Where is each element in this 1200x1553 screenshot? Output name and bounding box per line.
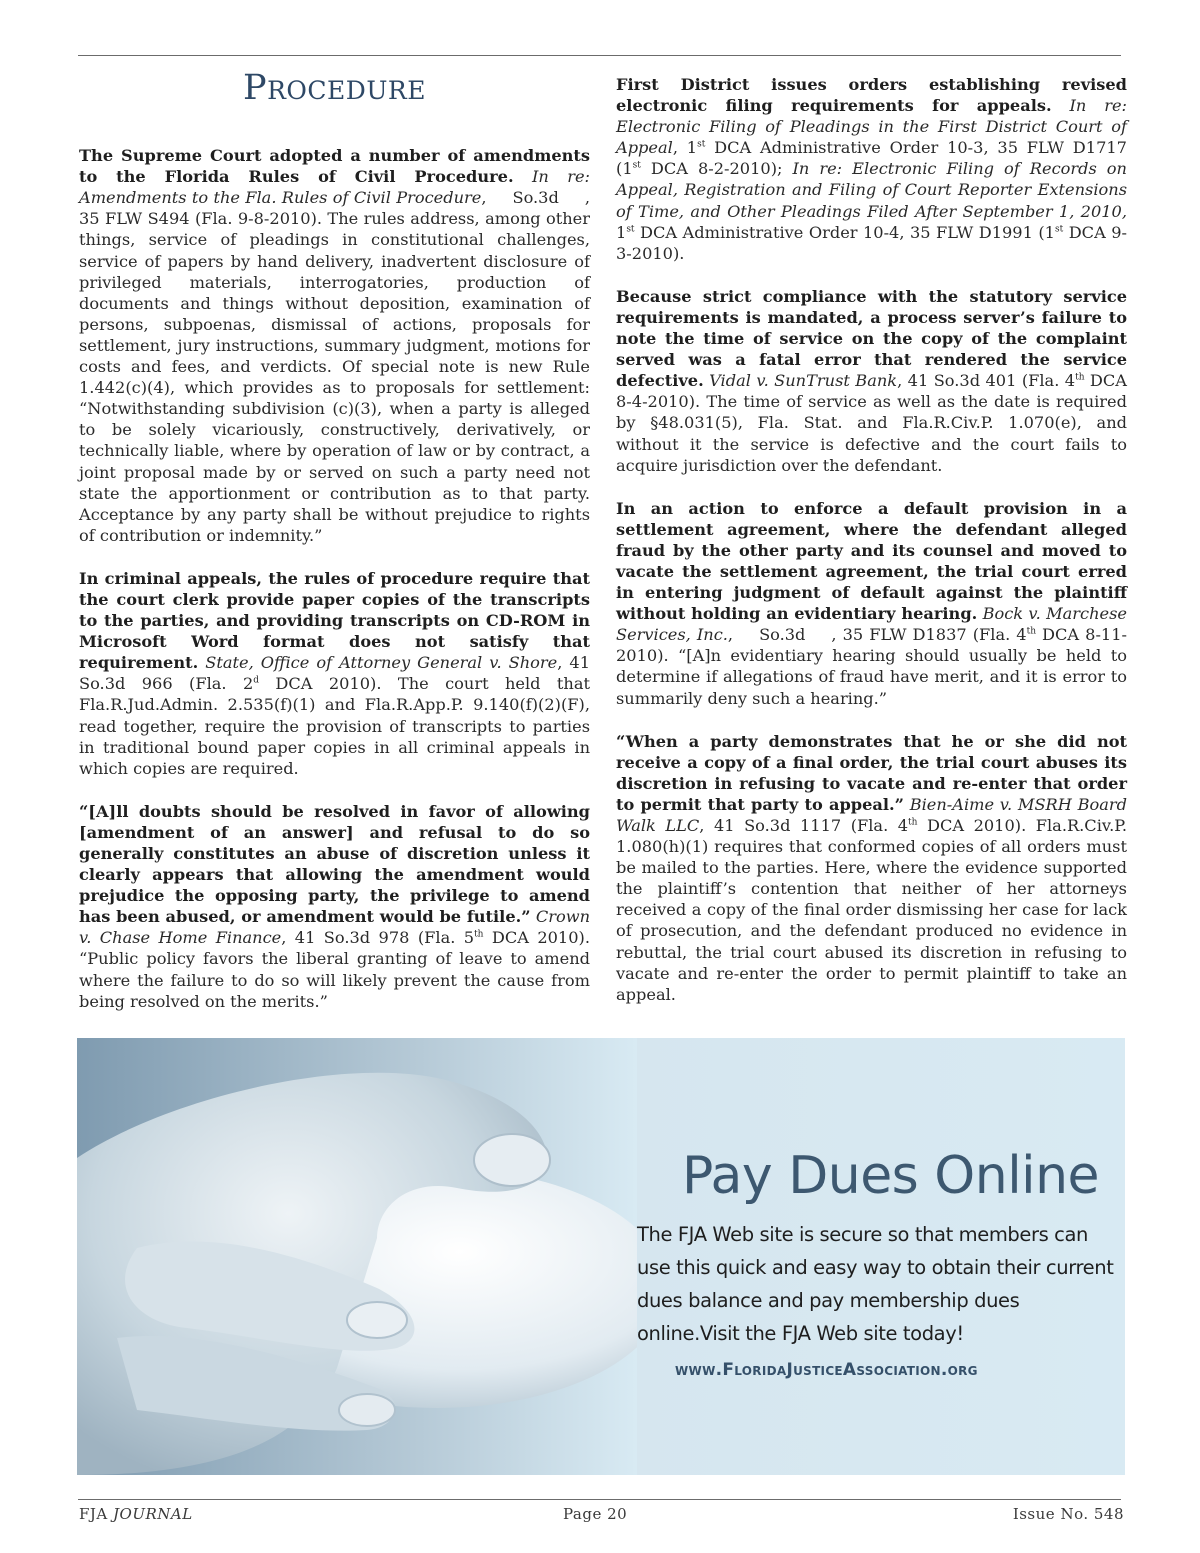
article-supreme-court-amendments: The Supreme Court adopted a number of amendments to the Florida Rules of Civil Procedure. In re: Amendments to the Fla. Rules of Civil Procedure, So.3d , 35 FLW S494 (Fla. 9-8-2010). The rules address, among other things, service of pleadings in constitutional challenges, service of papers by hand delivery, inadvertent disclosure of privileged materials, interrogatories, production of documents and things without deposition, examination of persons, subpoenas, dismissal of actions, proposals for settlement, jury instructions, summary judgment, motions for costs and fees, and verdicts. Of special note is new Rule 1.442(c)(4), which provides as to proposals for settlement: “Notwithstanding subdivision (c)(3), when a party is alleged to be solely vicariously, constructively, derivatively, or technically liable, where by operation of law or by contract, a joint proposal made by or served on such a party need not state the apportionment or contribution as to that party. Acceptance by any party shall be without prejudice to rights of contribution or indemnity.” [79,146,590,545]
left-column [79,68,591,1034]
top-rule [78,55,1121,56]
hand-on-mouse-photo [77,1038,637,1475]
footer-page-number: Page 20 [563,1505,628,1523]
ad-website-link[interactable]: www.FloridaJusticeAssociation.org [675,1360,978,1380]
article-final-order-vacate: “When a party demonstrates that he or she did not receive a copy of a final order, the trial court abuses its discretion in refusing to vacate and re-enter that order to permit that party to appeal.” Bien-Aime v. MSRH Board Walk LLC, 41 So.3d 1117 (Fla. 4th DCA 2010). Fla.R.Civ.P. 1.080(h)(1) requires that conformed copies of all orders must be mailed to the parties. Here, where the evidence supported the plaintiff’s contention that neither of her attorneys received a copy of the final order dismissing her case for lack of prosecution, and the defendant produced no evidence in rebuttal, the trial court abused its discretion in refusing to vacate and re-enter the order to permit plaintiff to take an appeal. [616,731,1127,1004]
article-amendment-doubts: “[A]ll doubts should be resolved in favor of allowing [amendment of an answer] and refusal to do so generally constitutes an abuse of discretion unless it clearly appears that allowing the amendment would prejudice the opposing party, the privilege to amend has been abused, or amendment would be futile.” Crown v. Chase Home Finance, 41 So.3d 978 (Fla. 5th DCA 2010). “Public policy favors the liberal granting of leave to amend where the failure to do so will likely prevent the cause from being resolved on the merits.” [79,801,590,1011]
footer-issue-number: Issue No. 548 [1012,1505,1124,1523]
article-service-compliance: Because strict compliance with the statutory service requirements is mandated, a process server’s failure to note the time of service on the copy of the complaint served was a fatal error that rendered the service defective. Vidal v. SunTrust Bank, 41 So.3d 401 (Fla. 4th DCA 8-4-2010). The time of service as well as the date is required by §48.031(5), Fla. Stat. and Fla.R.Civ.P. 1.070(e), and without it the service is defective and the court fails to acquire jurisdiction over the defendant. [616,286,1127,475]
ad-title: Pay Dues Online [682,1146,1100,1206]
article-criminal-appeals-transcripts: In criminal appeals, the rules of procedure require that the court clerk provide paper copies of the transcripts to the parties, and providing transcripts on CD-ROM in Microsoft Word format does not satisfy that requirement. State, Office of Attorney General v. Shore, 41 So.3d 966 (Fla. 2$^d$ DCA 2010). The court held that Fla.R.Jud.Admin. 2.535(f)(1) and Fla.R.App.P. 9.140(f)(2)(F), read together, require the provision of transcripts to parties in traditional bound paper copies in all criminal appeals in which copies are required. [79,568,591,778]
bottom-rule [78,1499,1121,1500]
right-column [616,74,1127,1027]
article-settlement-default: In an action to enforce a default provision in a settlement agreement, where the defendant alleged fraud by the other party and its counsel and moved to vacate the settlement agreement, the trial court erred in entering judgment of default against the plaintiff without holding an evidentiary hearing. Bock v. Marchese Services, Inc., So.3d , 35 FLW D1837 (Fla. 4th DCA 8-11-2010). “[A]n evidentiary hearing should usually be held to determine if allegations of fraud have merit, and it is error to summarily deny such a hearing.” [616,498,1127,708]
article-first-district-efiling: First District issues orders establishing revised electronic filing requirements for appeals. In re: Electronic Filing of Pleadings in the First District Court of Appeal, 1st DCA Administrative Order 10-3, 35 FLW D1717 (1st DCA 8-2-2010); In re: Electronic Filing of Records on Appeal, Registration and Filing of Court Reporter Extensions of Time, and Other Pleadings Filed After September 1, 2010, 1st DCA Administrative Order 10-4, 35 FLW D1991 (1st DCA 9-3-2010). [616,75,1127,263]
pay-dues-ad [77,1038,1125,1475]
footer-publication: FJA JOURNAL [79,1505,193,1523]
ad-body: The FJA Web site is secure so that members can use this quick and easy way to obtain their current dues balance and pay membership dues online.Visit the FJA Web site today! [637,1223,1114,1345]
section-title: PROCEDURE [243,68,426,108]
